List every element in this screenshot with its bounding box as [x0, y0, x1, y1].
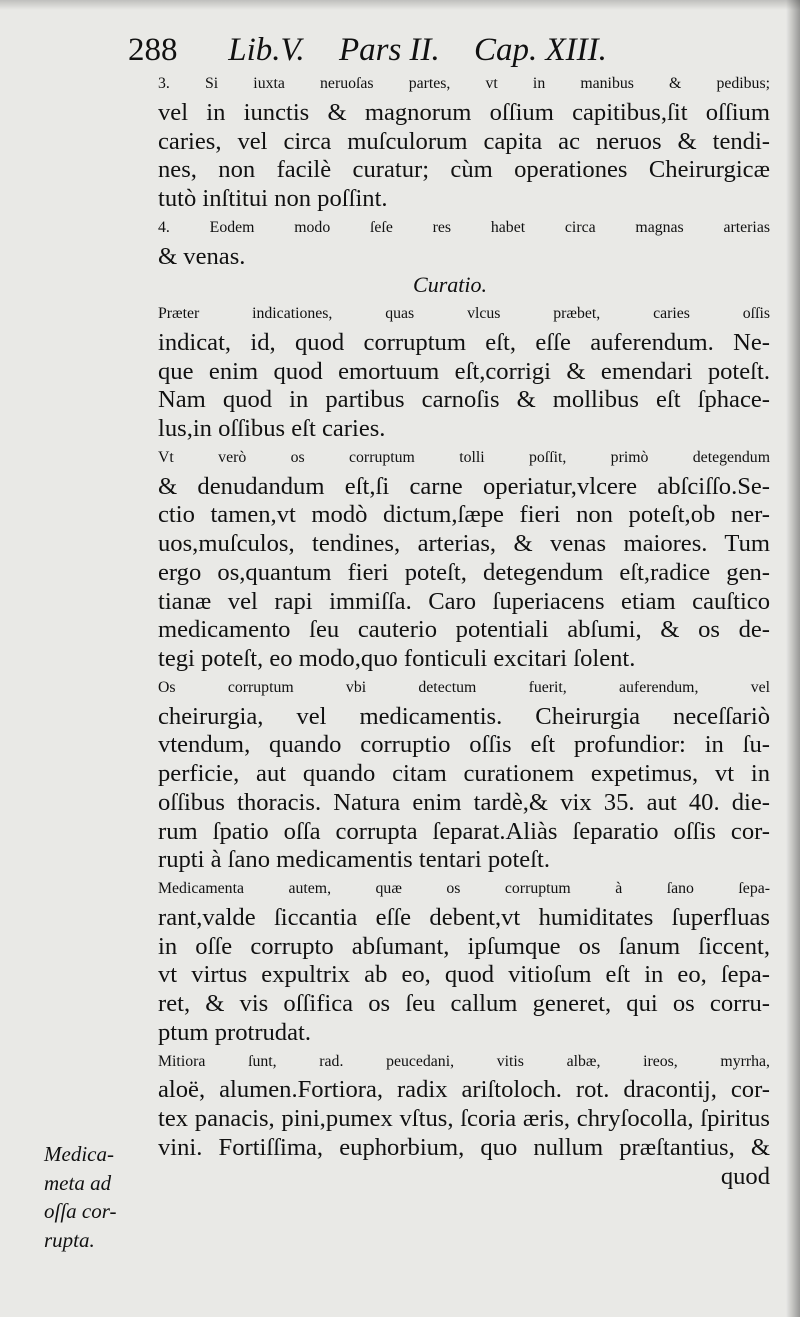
text-line: lus,in oſſibus eſt caries.	[158, 415, 386, 442]
text-line: rum ſpatio oſſa corrupta ſeparat.Aliàs ſeparatio oſſis cor-	[158, 817, 770, 845]
paragraph-os-corruptum	[130, 674, 770, 875]
text-line: indicat, id, quod corruptum eſt, eſſe auferendum. Ne-	[158, 328, 770, 356]
text-line: Vt verò os corruptum tolli poſſit, primò detegendum	[158, 448, 770, 466]
paragraph-medicamenta	[130, 875, 770, 1048]
margin-note-line: meta ad	[44, 1170, 112, 1195]
paragraph-praeter	[130, 300, 770, 444]
running-header	[128, 30, 768, 70]
text-line: vt virtus expultrix ab eo, quod vitioſum eſt in eo, ſepa-	[158, 961, 770, 989]
text-line: tianæ vel rapi immiſſa. Caro ſuperiacens etiam cauſtico	[158, 587, 770, 615]
paragraph-4	[130, 214, 770, 272]
text-line: & venas.	[158, 242, 246, 270]
text-line: ergo os,quantum fieri poteſt, detegendum eſt,radice gen-	[158, 558, 770, 586]
text-line: 3. Si iuxta neruoſas partes, vt in manibus & pedibus;	[158, 75, 770, 92]
text-line: medicamento ſeu cauterio potentiali abſumi, & os de-	[158, 616, 770, 644]
text-line: que enim quod emortuum eſt,corrigi & emendari poteſt.	[158, 357, 770, 385]
catchword: quod	[720, 1162, 770, 1190]
text-line: ctio tamen,vt modò dictum,ſæpe fieri non poteſt,ob ner-	[158, 501, 770, 529]
page-number: 288	[128, 32, 178, 68]
body-text	[130, 70, 770, 1191]
subheading-curatio: Curatio.	[413, 272, 487, 298]
text-line: vini. Fortiſſima, euphorbium, quo nullum præſtantius, &	[158, 1133, 770, 1161]
text-line: tutò inſtitui non poſſint.	[158, 185, 388, 212]
paragraph-mitiora	[130, 1048, 770, 1192]
text-line: rupti à ſano medicamentis tentari poteſt.	[158, 846, 551, 874]
text-line: Medicamenta autem, quæ os corruptum à ſano ſepa-	[158, 880, 770, 897]
header-chapter: Cap. XIII.	[474, 32, 607, 68]
text-line: oſſibus thoracis. Natura enim tardè,& vix 35. aut 40. die-	[158, 788, 770, 816]
header-part: Pars II.	[338, 32, 440, 68]
text-line: Præter indicationes, quas vlcus præbet, caries oſſis	[158, 305, 770, 322]
paragraph-3	[130, 70, 770, 214]
text-line: 4. Eodem modo ſeſe res habet circa magnas arterias	[158, 218, 770, 236]
text-line: rant,valde ſiccantia eſſe debent,vt humiditates ſuperfluas	[158, 903, 770, 931]
paragraph-vt-vero	[130, 444, 770, 674]
text-line: nes, non facilè curatur; cùm operationes Cheirurgicæ	[158, 156, 770, 184]
text-line: & denudandum eſt,ſi carne operiatur,vlcere abſciſſo.Se-	[158, 472, 770, 500]
page-shadow-top	[0, 0, 800, 10]
text-line: Nam quod in partibus carnoſis & mollibus eſt ſphace-	[158, 386, 770, 414]
text-line: ret, & vis oſſifica os ſeu callum generet, qui os corru-	[158, 990, 770, 1017]
text-line: Os corruptum vbi detectum fuerit, auferendum, vel	[158, 678, 770, 696]
text-line: cheirurgia, vel medicamentis. Cheirurgia neceſſariò	[158, 702, 770, 730]
text-line: tegi poteſt, eo modo,quo fonticuli excitari ſolent.	[158, 645, 636, 672]
margin-note	[44, 1140, 140, 1254]
text-line: caries, vel circa muſculorum capita ac neruos & tendi-	[158, 127, 770, 155]
text-line: Mitiora ſunt, rad. peucedani, vitis albæ, ireos, myrrha,	[158, 1052, 770, 1070]
margin-note-line: rupta.	[44, 1227, 95, 1252]
text-line: uos,muſculos, tendines, arterias, & venas maiores. Tum	[158, 530, 770, 557]
margin-note-line: oſſa cor-	[44, 1199, 117, 1223]
header-book: Lib.V.	[228, 32, 305, 68]
text-line: vtendum, quando corruptio oſſis eſt profundior: in ſu-	[158, 731, 770, 759]
text-line: tex panacis, pini,pumex vſtus, ſcoria æris, chryſocolla, ſpiritus	[158, 1105, 770, 1132]
margin-note-line: Medica-	[44, 1142, 114, 1166]
text-line: ptum protrudat.	[158, 1018, 312, 1046]
text-line: aloë, alumen.Fortiora, radix ariſtoloch. rot. dracontij, cor-	[158, 1076, 770, 1104]
text-line: vel in iunctis & magnorum oſſium capitibus,ſit oſſium	[158, 98, 770, 126]
page-gutter-shadow	[786, 0, 800, 1317]
text-line: in oſſe corrupto abſumant, ipſumque os ſanum ſiccent,	[158, 932, 770, 960]
text-line: perficie, aut quando citam curationem expetimus, vt in	[158, 760, 770, 787]
